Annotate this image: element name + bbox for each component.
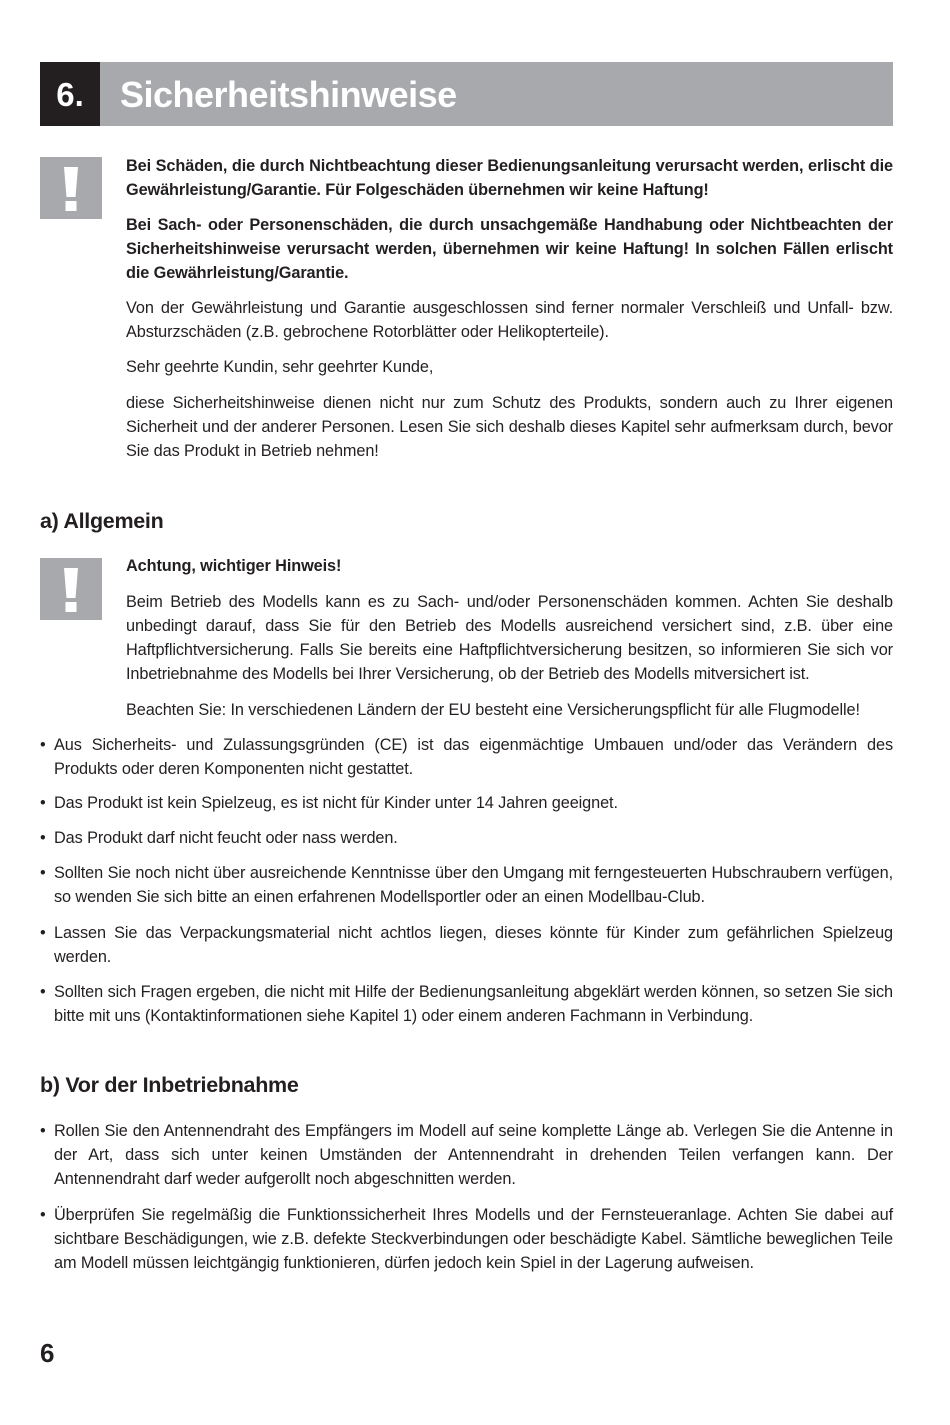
warning-paragraph-1: Beim Betrieb des Modells kann es zu Sach- und/oder Personenschäden kommen. Achten Sie deshalb unbedingt darauf, dass Sie für den Betrieb des Modells ausreichend versichert sind, z.B. über eine Haftpflichtversicherung. Falls Sie bereits eine Haftpflichtversicherung besitzen, so informieren Sie sich vor Inbetriebnahme des Modells bei Ihrer Versicherung, ob der Betrieb des Modells mitversichert ist. xyxy=(126,593,893,683)
bullet-marker: • xyxy=(40,1122,46,1140)
intro-salutation: Sehr geehrte Kundin, sehr geehrter Kunde, xyxy=(126,358,434,376)
list-item-text: Rollen Sie den Antennendraht des Empfängers im Modell auf seine komplette Länge ab. Verlegen Sie die Antenne in der Art, dass sich unter keinen Umständen der Antennendraht in drehenden Teilen verfangen kann. Der Antennendraht darf weder aufgerollt noch abgeschnitten werden. xyxy=(54,1122,893,1188)
intro-paragraph-1: Bei Schäden, die durch Nichtbeachtung dieser Bedienungsanleitung verursacht werden, erlischt die Gewährleistung/Garantie. Für Folgeschäden übernehmen wir keine Haftung! xyxy=(126,157,893,199)
exclamation-warning-icon xyxy=(40,558,102,620)
list-item-text: Überprüfen Sie regelmäßig die Funktionssicherheit Ihres Modells und der Fernsteueranlage. Achten Sie dabei auf sichtbare Beschädigungen, wie z.B. defekte Steckverbindungen oder beschädigte Kabel. Sämtliche beweglichen Teile am Modell müssen leichtgängig funktionieren, dürfen jedoch kein Spiel in der Lagerung aufweisen. xyxy=(54,1206,893,1272)
page-number: 6 xyxy=(40,1338,55,1368)
section-b-heading: b) Vor der Inbetriebnahme xyxy=(40,1073,299,1097)
section-a-heading: a) Allgemein xyxy=(40,509,164,533)
warning-paragraph-2: Beachten Sie: In verschiedenen Ländern der EU besteht eine Versicherungspflicht für alle Flugmodelle! xyxy=(126,701,860,719)
intro-paragraph-3: Von der Gewährleistung und Garantie ausgeschlossen sind ferner normaler Verschleiß und Unfall- bzw. Absturzschäden (z.B. gebrochene Rotorblätter oder Helikopterteile). xyxy=(126,299,893,341)
chapter-header xyxy=(40,62,893,126)
bullet-marker: • xyxy=(40,794,46,812)
list-item-text: Sollten Sie noch nicht über ausreichende Kenntnisse über den Umgang mit ferngesteuerten Hubschraubern verfügen, so wenden Sie sich bitte an einen erfahrenen Modellsportler oder an einen Modellbau-Club. xyxy=(54,864,893,906)
list-item-text: Lassen Sie das Verpackungsmaterial nicht achtlos liegen, dieses könnte für Kinder zum gefährlichen Spielzeug werden. xyxy=(54,924,893,966)
warning-title: Achtung, wichtiger Hinweis! xyxy=(126,557,342,575)
intro-paragraph-5: diese Sicherheitshinweise dienen nicht nur zum Schutz des Produkts, sondern auch zu Ihrer eigenen Sicherheit und der anderer Personen. Lesen Sie sich deshalb dieses Kapitel sehr aufmerksam durch, bevor Sie das Produkt in Betrieb nehmen! xyxy=(126,394,893,460)
list-item-text: Aus Sicherheits- und Zulassungsgründen (CE) ist das eigenmächtige Umbauen und/oder das Verändern des Produkts oder deren Komponenten nicht gestattet. xyxy=(54,736,893,778)
bullet-marker: • xyxy=(40,736,46,754)
list-item-text: Das Produkt ist kein Spielzeug, es ist nicht für Kinder unter 14 Jahren geeignet. xyxy=(54,794,618,812)
bullet-marker: • xyxy=(40,829,46,847)
list-item-text: Sollten sich Fragen ergeben, die nicht mit Hilfe der Bedienungsanleitung abgeklärt werden können, so setzen Sie sich bitte mit uns (Kontaktinformationen siehe Kapitel 1) oder einem anderen Fachmann in Verbindung. xyxy=(54,983,893,1025)
list-item-text: Das Produkt darf nicht feucht oder nass werden. xyxy=(54,829,398,847)
chapter-title: Sicherheitshinweise xyxy=(100,62,893,126)
bullet-marker: • xyxy=(40,924,46,942)
bullet-marker: • xyxy=(40,1206,46,1224)
intro-paragraph-2: Bei Sach- oder Personenschäden, die durch unsachgemäße Handhabung oder Nichtbeachten der Sicherheitshinweise verursacht werden, übernehmen wir keine Haftung! In solchen Fällen erlischt die Gewährleistung/Garantie. xyxy=(126,216,893,282)
bullet-marker: • xyxy=(40,983,46,1001)
chapter-number: 6. xyxy=(40,62,100,126)
exclamation-warning-icon xyxy=(40,157,102,219)
bullet-marker: • xyxy=(40,864,46,882)
